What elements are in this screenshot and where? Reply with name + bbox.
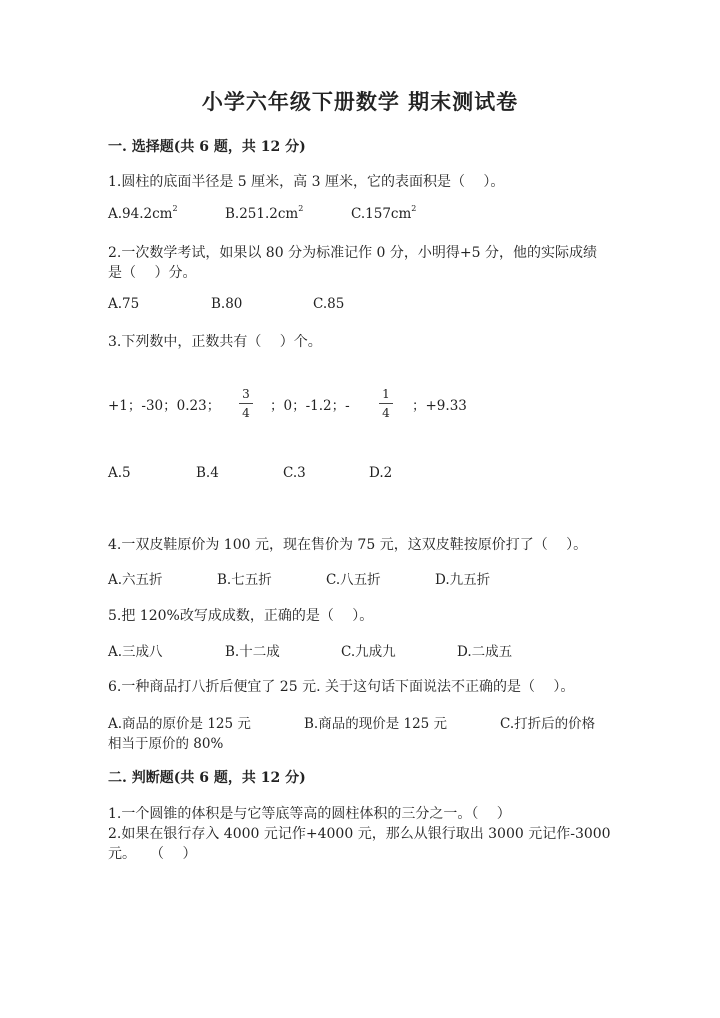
fraction-bar — [379, 403, 393, 404]
q3-option-d: D.2 — [369, 465, 393, 481]
q3-numbers-part-1: +1；-30；0.23； — [108, 398, 221, 414]
question-5: 5.把 120%改写成成数，正确的是（ ）。 — [108, 608, 374, 624]
question-6: 6.一种商品打八折后便宜了 25 元. 关于这句话下面说法不正确的是（ ）。 — [108, 679, 575, 695]
q4-option-b: B.七五折 — [217, 572, 272, 588]
q3-option-c: C.3 — [283, 465, 306, 481]
judgement-2-line-2: 元。 （ ） — [108, 846, 197, 862]
q3-fraction-three-quarters — [239, 387, 253, 420]
q6-option-c: C.打折后的价格 — [500, 716, 596, 732]
q4-option-d: D.九五折 — [435, 572, 491, 588]
q5-option-c: C.九成九 — [341, 644, 396, 660]
q2-option-c: C.85 — [313, 296, 345, 312]
fraction-denominator: 4 — [242, 406, 250, 420]
question-2-line-1: 2.一次数学考试，如果以 80 分为标准记作 0 分，小明得+5 分，他的实际成绩 — [108, 245, 597, 261]
section-heading-judgement: 二. 判断题(共 6 题，共 12 分) — [108, 770, 306, 786]
fraction-bar — [239, 403, 253, 404]
q1-option-b: $B.251.2cm^2$ — [225, 204, 304, 222]
page-title: 小学六年级下册数学 期末测试卷 — [201, 89, 519, 114]
q3-option-b: B.4 — [196, 465, 219, 481]
q5-option-a: A.三成八 — [108, 644, 163, 660]
fraction-numerator: 1 — [382, 387, 390, 401]
q1-option-a: $A.94.2cm^2$ — [108, 204, 178, 222]
question-1: 1.圆柱的底面半径是 5 厘米，高 3 厘米，它的表面积是（ ）。 — [108, 174, 505, 190]
q2-option-b: B.80 — [211, 296, 243, 312]
q5-option-b: B.十二成 — [225, 644, 280, 660]
q2-option-a: A.75 — [108, 296, 140, 312]
q3-numbers-part-2: ；0；-1.2；- — [270, 398, 350, 414]
q5-option-d: D.二成五 — [457, 644, 513, 660]
fraction-denominator: 4 — [382, 406, 390, 420]
fraction-numerator: 3 — [242, 387, 250, 401]
judgement-1: 1.一个圆锥的体积是与它等底等高的圆柱体积的三分之一。（ ） — [108, 806, 511, 822]
q1-option-c: $C.157cm^2$ — [351, 204, 417, 222]
q4-option-c: C.八五折 — [326, 572, 381, 588]
q6-option-a: A.商品的原价是 125 元 — [108, 716, 251, 732]
q3-numbers-part-3: ；+9.33 — [412, 398, 467, 414]
q6-option-c-continued: 相当于原价的 80% — [108, 736, 224, 752]
section-heading-choice: 一. 选择题(共 6 题，共 12 分) — [108, 139, 306, 155]
question-2-line-2: 是（ ）分。 — [108, 265, 197, 281]
question-4: 4.一双皮鞋原价为 100 元，现在售价为 75 元，这双皮鞋按原价打了（ ）。 — [108, 537, 588, 553]
question-3: 3.下列数中，正数共有（ ）个。 — [108, 334, 322, 350]
q4-option-a: A.六五折 — [108, 572, 163, 588]
q3-option-a: A.5 — [108, 465, 131, 481]
judgement-2-line-1: 2.如果在银行存入 4000 元记作+4000 元，那么从银行取出 3000 元记作-3000 — [108, 826, 611, 842]
q3-fraction-one-quarter — [379, 387, 393, 420]
q6-option-b: B.商品的现价是 125 元 — [304, 716, 448, 732]
